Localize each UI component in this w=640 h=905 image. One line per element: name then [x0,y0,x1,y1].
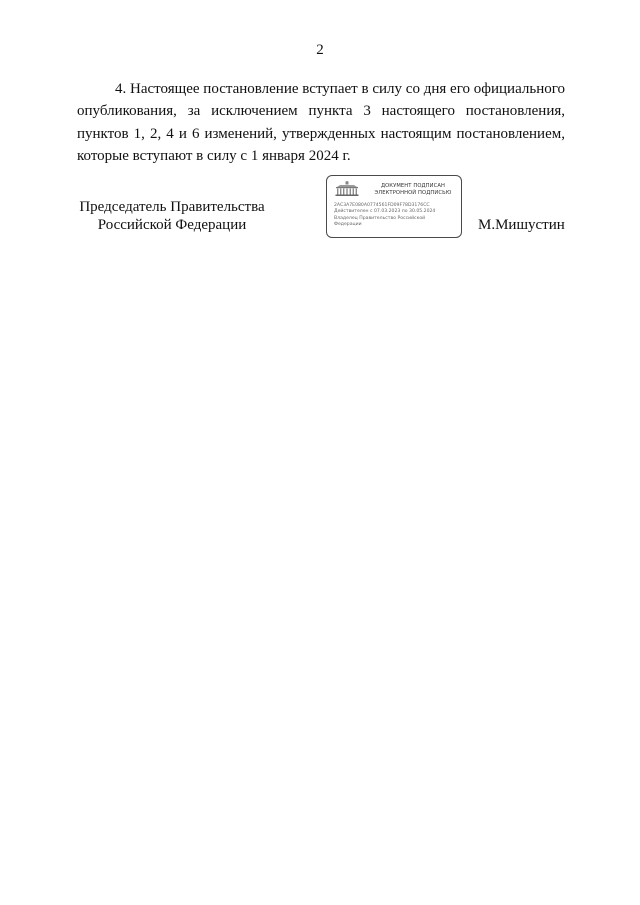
stamp-header-line-1: ДОКУМЕНТ ПОДПИСАН [380,183,446,189]
stamp-certificate: 2AC3A7E080A0774561FD09F78D3176CC [334,203,430,208]
signer-position-line-1: Председатель Правительства [79,199,265,215]
stamp-owner-line-2: Федерации [334,221,362,227]
stamp-owner-line-1: Владелец Правительство Российской [334,215,426,221]
stamp-validity: Действителен с 07.03.2023 по 30.05.2024 [334,209,436,215]
government-building-icon [334,181,360,197]
stamp-header [367,183,459,196]
body-paragraph: 4. Настоящее постановление вступает в силу со дня его официального опубликования, за исключением пункта 3 настоящего постановления, пунктов 1, 2, 4 и 6 изменений, утвержденных настоящим постановлением, которые вступают в силу с 1 января 2024 г. [77,81,565,164]
electronic-signature-stamp [326,175,462,238]
signer-position [62,198,282,234]
page-number: 2 [316,42,324,58]
signer-position-line-2: Российской Федерации [97,217,247,233]
stamp-header-line-2: ЭЛЕКТРОННОЙ ПОДПИСЬЮ [374,189,452,196]
signer-name: М.Мишустин [478,217,565,233]
stamp-details [334,203,460,228]
